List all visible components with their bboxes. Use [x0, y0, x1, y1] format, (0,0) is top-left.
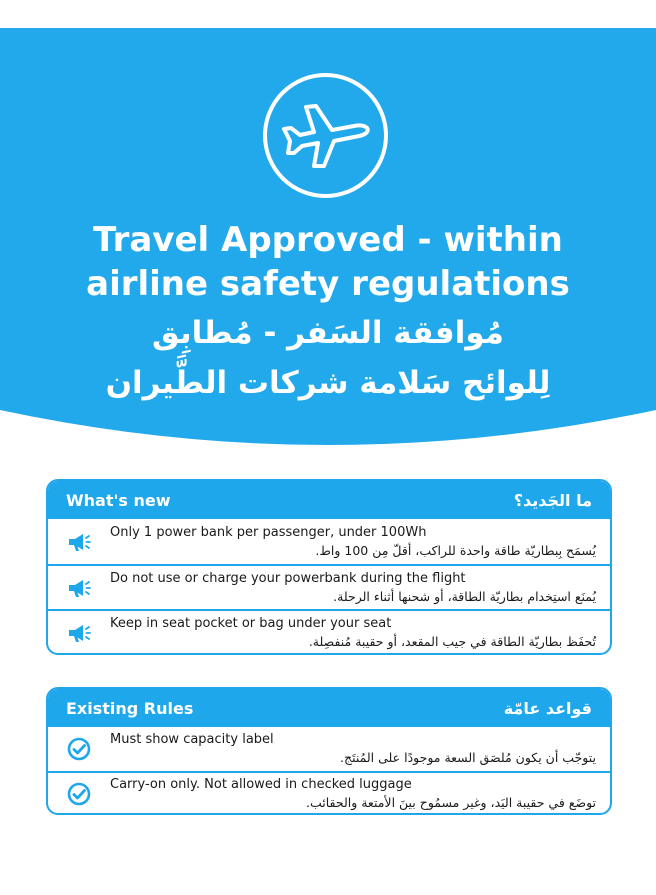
existing-rules-item-en: Carry-on only. Not allowed in checked luggage [110, 777, 412, 792]
whats-new-title-ar: ما الجَديد؟ [513, 490, 592, 510]
whats-new-item-en: Only 1 power bank per passenger, under 100Wh [110, 524, 427, 540]
title-en-line2: airline safety regulations [86, 264, 570, 304]
whats-new-card [46, 479, 612, 655]
airplane-icon [280, 101, 372, 171]
existing-rules-item-en: Must show capacity label [110, 732, 274, 747]
title-en-line1: Travel Approved - within [93, 220, 563, 260]
whats-new-item-en: Keep in seat pocket or bag under your seat [110, 615, 392, 631]
check-circle-icon [67, 782, 91, 806]
whats-new-item [48, 519, 610, 564]
existing-rules-title-en: Existing Rules [66, 698, 194, 718]
whats-new-title-en: What's new [66, 490, 171, 510]
megaphone-icon [66, 622, 92, 644]
existing-rules-header [48, 689, 610, 727]
whats-new-item-en: Do not use or charge your powerbank during the flight [110, 570, 466, 586]
existing-rules-card [46, 687, 612, 815]
airplane-badge [263, 73, 388, 198]
whats-new-item-ar: يُسمَح بِبطاريّة طاقة واحدة للراكب، أقلّ مِن 100 واط. [315, 542, 596, 558]
whats-new-item-ar: يُمنَع استِخدام بطاريّة الطاقة، أو شحنها أثناء الرحلة. [333, 588, 596, 604]
existing-rules-item [48, 771, 610, 815]
title-ar-line1: مُوافقة السَفر - مُطابِق [152, 315, 504, 351]
title-ar-line2: لِلوائح سَلامة شركات الطَّيران [105, 365, 551, 401]
existing-rules-item [48, 727, 610, 771]
whats-new-item-ar: تُحفَظ بطاريّة الطاقة في جيب المقعد، أو حقيبة مُنفصِلة. [308, 633, 596, 649]
existing-rules-item-ar: يتوجّب أن يكون مُلصَق السعة موجودًا على المُنتَج. [340, 750, 596, 765]
whats-new-item [48, 564, 610, 609]
megaphone-icon [66, 531, 92, 553]
megaphone-icon [66, 577, 92, 599]
whats-new-item [48, 609, 610, 654]
whats-new-header [48, 481, 610, 519]
check-circle-icon [67, 737, 91, 761]
existing-rules-item-ar: توضَع في حقيبة اليَد، وغير مسمُوح بينَ الأمتعة والحقائب. [306, 795, 596, 810]
existing-rules-title-ar: قواعد عامّة [503, 698, 592, 718]
